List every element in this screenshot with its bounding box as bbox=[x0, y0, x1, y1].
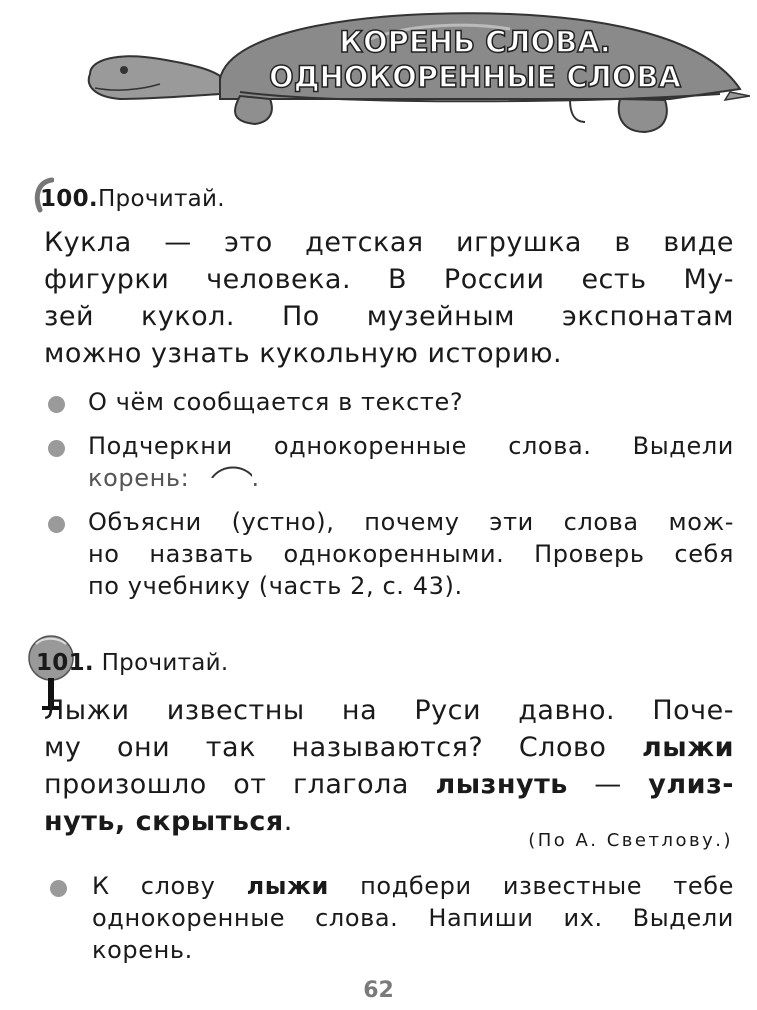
exercise-instruction: Прочитай. bbox=[97, 186, 225, 212]
turtle-title-banner bbox=[70, 4, 750, 154]
bold-word: нуть, скрыться bbox=[44, 806, 284, 837]
text-line: фигурки человека. В России есть Му- bbox=[44, 264, 734, 295]
task-item bbox=[88, 506, 734, 602]
task-item bbox=[88, 430, 734, 494]
bullet-icon bbox=[48, 440, 65, 457]
text-line bbox=[44, 729, 734, 766]
task-line: однокоренные слова. Напиши их. Выдели bbox=[92, 904, 734, 932]
bold-word: лыжи bbox=[246, 872, 329, 900]
text-line bbox=[44, 766, 734, 803]
root-arc-icon bbox=[208, 462, 252, 478]
text-line: Кукла — это детская игрушка в виде bbox=[44, 227, 734, 258]
bold-word: улиз- bbox=[648, 769, 734, 800]
bold-word: лызнуть bbox=[435, 769, 568, 800]
source-attribution: (По А. Светлову.) bbox=[528, 830, 733, 851]
bullet-icon bbox=[48, 516, 65, 533]
bullet-icon bbox=[48, 396, 65, 413]
text-segment: произошло от глагола bbox=[44, 769, 436, 800]
task-item bbox=[92, 870, 734, 966]
banner-title-line2: ОДНОКОРЕННЫЕ СЛОВА bbox=[269, 60, 681, 94]
text-segment: . bbox=[283, 806, 293, 837]
bullet-icon bbox=[50, 880, 67, 897]
text-line: зей кукол. По музейным экспонатам bbox=[44, 301, 734, 332]
task-line: Объясни (устно), почему эти слова мож- bbox=[88, 508, 734, 536]
task-line: но назвать однокоренными. Проверь себя bbox=[88, 540, 734, 568]
task-item bbox=[88, 386, 734, 418]
exercise-101-text bbox=[44, 692, 734, 840]
banner-title-line1: КОРЕНЬ СЛОВА. bbox=[339, 25, 611, 59]
task-line-text: корень: bbox=[88, 464, 190, 492]
text-segment: — bbox=[567, 769, 649, 800]
exercise-instruction: Прочитай. bbox=[101, 650, 229, 676]
exercise-100-text bbox=[44, 224, 734, 372]
text-segment: му они так называются? Слово bbox=[44, 732, 643, 763]
task-line: по учебнику (часть 2, с. 43). bbox=[88, 572, 463, 600]
text-line: можно узнать кукольную историю. bbox=[44, 338, 563, 369]
page-number: 62 bbox=[363, 978, 394, 1003]
text-segment: К слову bbox=[92, 872, 247, 900]
text-segment: подбери известные тебе bbox=[328, 872, 735, 900]
exercise-100-header bbox=[40, 186, 225, 212]
exercise-number: 101. bbox=[36, 650, 94, 676]
task-line: корень. bbox=[92, 936, 193, 964]
task-line bbox=[92, 870, 734, 902]
exercise-101-header bbox=[36, 650, 229, 676]
task-line: Подчеркни однокоренные слова. Выдели bbox=[88, 432, 734, 460]
bold-word: лыжи bbox=[642, 732, 734, 763]
task-line: О чём сообщается в тексте? bbox=[88, 388, 464, 416]
text-line: Лыжи известны на Руси давно. Поче- bbox=[44, 695, 734, 726]
task-line: корень: . bbox=[88, 464, 260, 492]
exercise-number: 100. bbox=[40, 186, 98, 212]
